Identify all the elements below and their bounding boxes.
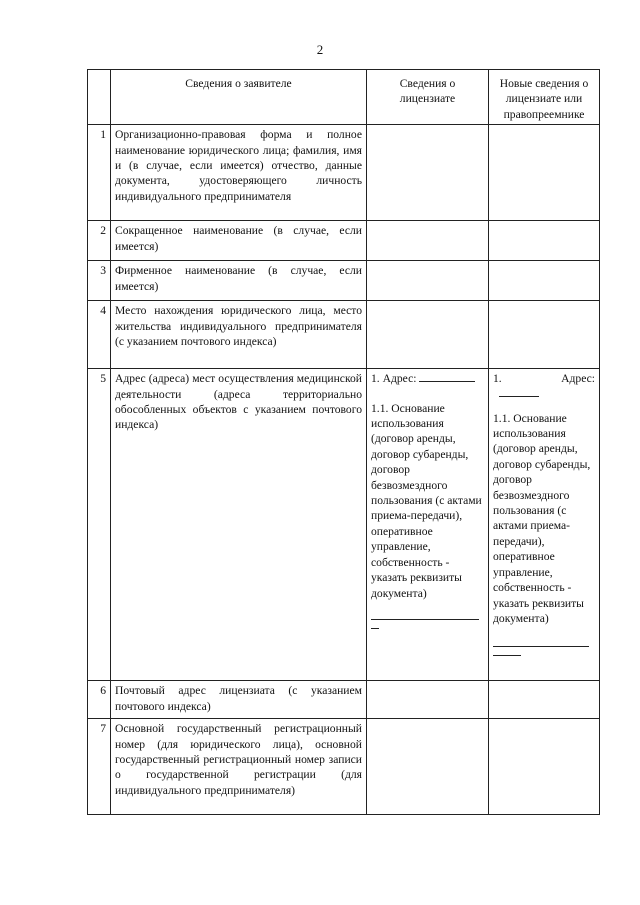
new-info-cell <box>489 301 600 369</box>
row-number: 3 <box>88 261 111 301</box>
row-number: 7 <box>88 719 111 815</box>
row-label: Адрес (адреса) мест осуществления медицинской деятельности (адреса территориально обособленных объектов с указанием почтового индекса) <box>111 369 367 681</box>
header-applicant: Сведения о заявителе <box>111 70 367 125</box>
new-info-cell <box>489 221 600 261</box>
table-header-row <box>88 70 600 125</box>
licensee-cell <box>367 261 489 301</box>
row-label: Место нахождения юридического лица, место жительства индивидуального предпринимателя (с указанием почтового индекса) <box>111 301 367 369</box>
new-basis-text: 1.1. Основание использования (договор аренды, договор субаренды, договор безвозмездного пользования (с актами приема-передачи), оперативное управление, собственность - указать реквизиты документа) <box>493 411 591 625</box>
new-info-cell <box>489 681 600 719</box>
row-label: Почтовый адрес лицензиата (с указанием почтового индекса) <box>111 681 367 719</box>
row-number: 1 <box>88 125 111 221</box>
header-number-cell <box>88 70 111 125</box>
table-row <box>88 221 600 261</box>
new-info-cell <box>489 125 600 221</box>
row-number: 2 <box>88 221 111 261</box>
header-licensee: Сведения о лицензиате <box>367 70 489 125</box>
licensee-cell <box>367 301 489 369</box>
table-row <box>88 719 600 815</box>
dash-line <box>493 647 521 656</box>
licensee-info-table <box>87 69 600 815</box>
row-number: 5 <box>88 369 111 681</box>
row-number: 4 <box>88 301 111 369</box>
address-fill-line <box>499 387 539 397</box>
new-address-label: Адрес: <box>561 372 595 386</box>
signature-line <box>371 611 479 620</box>
licensee-address-label: 1. Адрес: <box>371 372 417 386</box>
row-label: Основной государственный регистрационный номер (для юридического лица), основной государственный регистрационный номер записи о государственной регистрации (для индивидуального предпринимателя) <box>111 719 367 815</box>
new-address-cell <box>489 369 600 681</box>
header-new-info: Новые сведения о лицензиате или правопреемнике <box>489 70 600 125</box>
licensee-cell <box>367 719 489 815</box>
table-row <box>88 301 600 369</box>
row-label: Организационно-правовая форма и полное наименование юридического лица; фамилия, имя и (в случае, если имеется) отчество, данные документа, удостоверяющего личность индивидуального предпринимателя <box>111 125 367 221</box>
page-number: 2 <box>316 42 324 57</box>
new-info-cell <box>489 261 600 301</box>
licensee-cell <box>367 221 489 261</box>
new-info-cell <box>489 719 600 815</box>
table-row <box>88 125 600 221</box>
dash-line <box>371 620 379 629</box>
row-number: 6 <box>88 681 111 719</box>
new-address-number: 1. <box>493 372 502 386</box>
table-row <box>88 261 600 301</box>
address-fill-line <box>419 371 475 382</box>
licensee-cell <box>367 681 489 719</box>
row-label: Фирменное наименование (в случае, если имеется) <box>111 261 367 301</box>
licensee-cell <box>367 125 489 221</box>
row-label: Сокращенное наименование (в случае, если имеется) <box>111 221 367 261</box>
licensee-address-cell <box>367 369 489 681</box>
licensee-basis-text: 1.1. Основание использования (договор аренды, договор субаренды, договор безвозмездного пользования (с актами приема-передачи), оперативное управление, собственность - указать реквизиты документа) <box>371 401 482 600</box>
table-row <box>88 681 600 719</box>
table-row <box>88 369 600 681</box>
signature-line <box>493 638 589 647</box>
